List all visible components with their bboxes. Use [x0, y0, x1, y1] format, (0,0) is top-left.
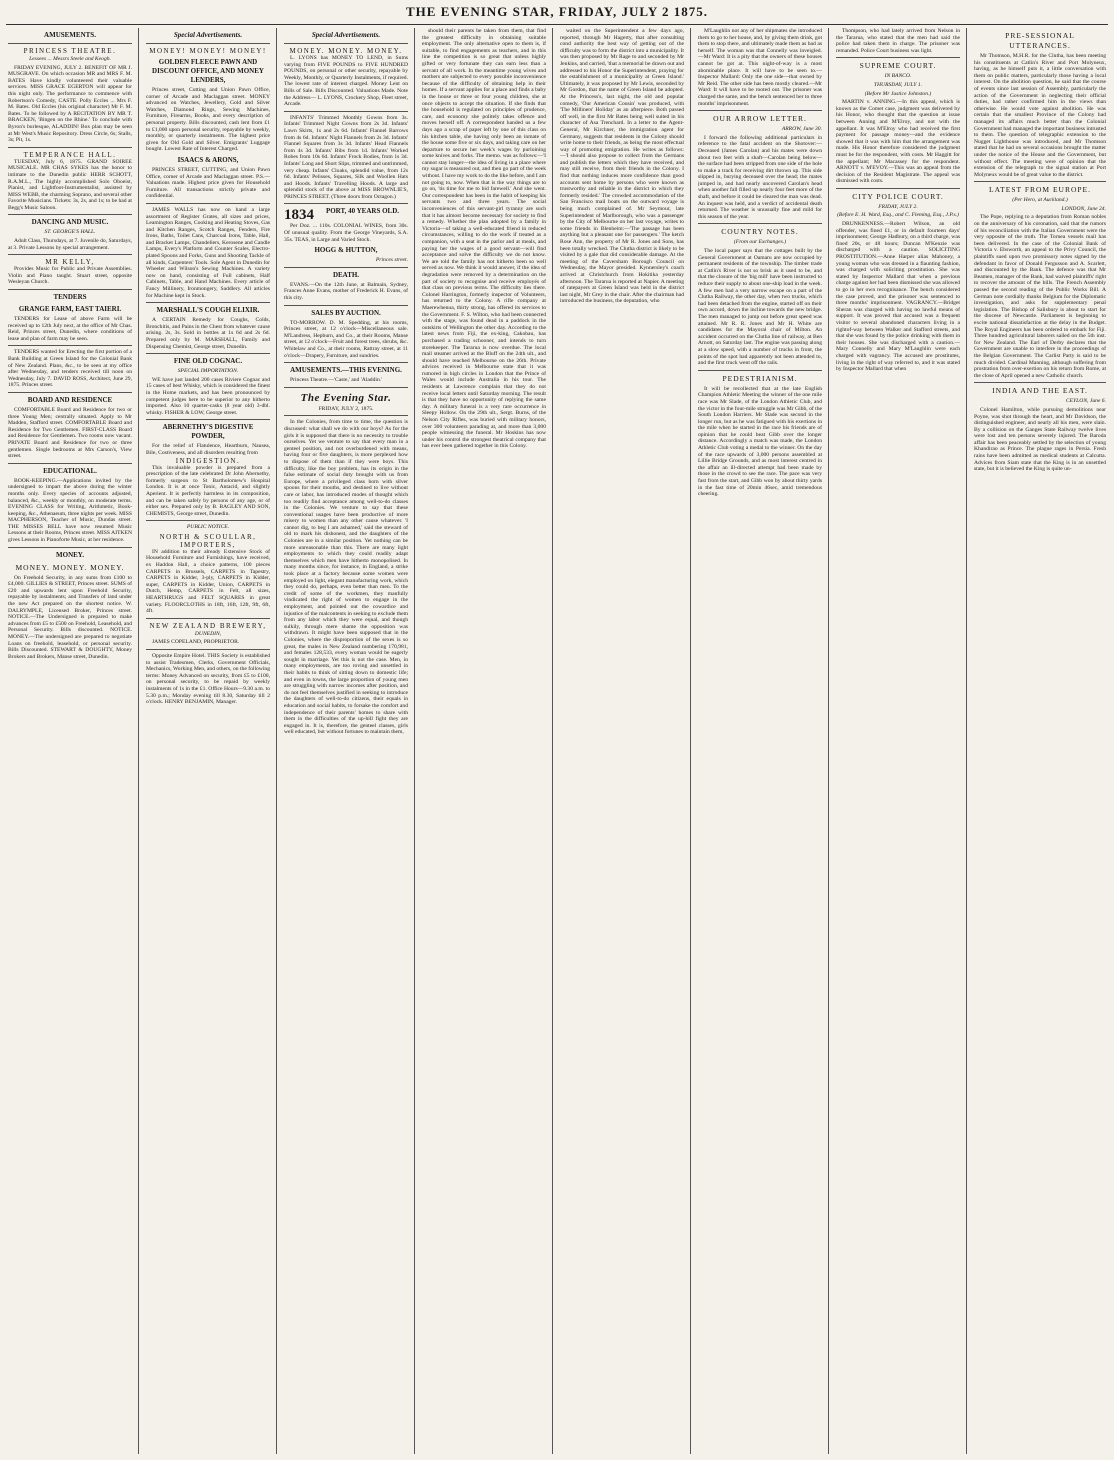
ad-title: ISAACS & ARONS,	[177, 155, 239, 164]
ad-title: HOGG & HUTTON,	[314, 246, 378, 255]
divider	[698, 370, 822, 371]
ad-body: Provides Music for Public and Private Assemblies. Violin and Piano taught. Stuart street, opposite Wesleyan Church.	[8, 266, 132, 286]
ad-body: For the relief of Flatulence, Heartburn, Nausea, Bile, Costiveness, and all disorders resulting from	[146, 443, 270, 456]
column-divider	[966, 28, 967, 1454]
europe-dateline: LONDON, June 24.	[1061, 205, 1106, 212]
ad-infants: INFANTS' Trimmed Monthly Gowns from 3s. Infants' Trimmed Night Gowns from 2s 3d. Infants' Lawn Skirts, 1s and 2s 6d. Infants' Flannel Barrows from 4s 6d. Infants' Night Flannels from 2s 3d. Infants' Flannel Squares from 3s 3d. Infants' Head Flannels from 4s 3d. Infants' Bibs from 1d. Infants' Worked Robes from 10s 6d. Infants' Frock Bodies, from 1s 3d. Infants' Long and Short Slips, trimmed and untrimmed, very cheap. Infants' Cloaks, splendid value, from 12s 6d. Infants' Pelisses, Squares, Silk and Woollen Hats and Hoods. Infants' Travelling Hoods. A large and splendid stock of the above at MISS BROWNLIE'S, PRINCES STREET. (Three doors from Octagon.)	[284, 114, 408, 200]
divider	[698, 223, 822, 224]
section-heading-amusements: AMUSEMENTS.—THIS EVENING.	[290, 366, 402, 375]
column-5	[560, 28, 684, 1454]
divider	[146, 43, 270, 44]
supreme-court-report: MARTIN v. ANNING.—In this appeal, which is known as the Comet case, judgment was delivered by his Honor, who thought that the question at issue between Anning and M'Elroy, and not with the appellant. It was M'Elroy who had received the first payment for passage money—and the evidence showed that it was with him that the arrangement was made. His Honor therefore considered the judgment must be for the respondent, with costs. Mr Haggitt for the appellant; Mr Macassey for the respondent. ARNOTT v. M'EVOY.—This was an appeal from the decision of the Resident Magistrate. The appeal was dismissed with costs.	[836, 99, 960, 185]
country-subtitle: (From our Exchanges.)	[733, 239, 787, 246]
divider	[836, 57, 960, 58]
amusements-list: Princess Theatre.—'Caste,' and 'Aladdin.'	[290, 377, 383, 384]
column-1	[8, 28, 132, 1454]
column-4	[422, 28, 546, 1454]
pedestrianism-text: It will be recollected that at the late English Champion Athletic Meeting the winner of the one mile race was Mr Slade, of the London Athletic Club, and the victor in the four-mile struggle was Mr Gibb, of the South London Harriers. Mr Slade was second in the longer run, but as he was fatigued with his exertions in the mile when he started in the race his friends are of opinion that he could beat Gibb over the longer distance. Accordingly a match was made, the London Athletic Club voting a medal to the winner. On the day of the race upwards of 3,000 persons assembled at Lillie Bridge Grounds, and as most interest centred in the affair an ill-directed attempt had been made by those in the crowd to see the race. The pace was very fast from the start, and Gibb won by about thirty yards in the fast time of 20min 46sec, amid tremendous cheering.	[698, 385, 822, 498]
section-heading-supreme-court: SUPREME COURT.	[859, 61, 937, 71]
column-divider	[690, 28, 691, 1454]
ad-educational: BOOK-KEEPING.—Applications invited by the undersigned to impart the above during the winter months only. Every species of accounts adjusted, balanced, &c., weekly or monthly, on moderate terms. EVENING CLASS for Writing, Arithmetic, Book-keeping, &c., Athenaeum, three nights per week. MISS MACPHERSON, Teacher of Music, Dundas street. THE MISSES BELL have now resumed Music Lessons at their Rooms, Princes street. MISS AITKEN gives Lessons in Pianoforte Music, at her residence.	[8, 477, 132, 544]
ad-subtitle: GOLDEN FLEECE PAWN AND DISCOUNT OFFICE, AND MONEY LENDERS,	[152, 58, 264, 84]
ad-subtitle: SPECIAL IMPORTATION.	[177, 368, 239, 375]
arrow-letter: I forward the following additional particulars in reference to the fatal accident on the Shotover:—Deceased (James Carolan) and his mates were down about two feet with a shaft—Carolan being below—the surface had been stripped from one side of the hole to make a track for receiving dirt thrown up. This side slipped in, burying deceased over the head; the mates jumped in, and had nearly uncovered Carolan's head when another fall filled up nearly four feet more of the shaft, and before it could be cleared the man was dead. An inquest was held, and a verdict of accidental death returned. The weather is unusually fine and mild for this season of the year.	[698, 134, 822, 220]
ad-title: DANCING AND MUSIC.	[31, 218, 109, 227]
ad-lyons	[284, 47, 408, 108]
section-heading-sales: SALES BY AUCTION.	[311, 308, 381, 317]
column-divider	[414, 28, 415, 1454]
ad-temperance-hall	[8, 151, 132, 212]
ad-body: TUESDAY, July 6, 1875. GRAND SOIREE MUSICALE. MR CHAS SYKES has the honor to intimate to the Dunedin public HERR SCHOTT, R.A.M.L., The highly accomplished Solo Oboeist, Pianist, and Lightfoot-Instrumentalist, assisted by MISS WEBB, the charming Soprano, and several other Favorite Musicians. Tickets: 3s, 2s, and 1s; to be had at Begg's Music Saloon.	[8, 158, 132, 211]
divider	[146, 618, 270, 619]
ad-title: PORT, 40 YEARS OLD.	[325, 207, 400, 216]
section-heading-city-police: CITY POLICE COURT.	[852, 191, 944, 201]
ad-title: NORTH & SCOULLAR, IMPORTERS,	[159, 532, 257, 549]
ad-body: WE have just landed 200 cases Riviere Cognac and 15 cases of best Whisky, which is considered the finest in the Home markets, and has been pronounced by competent judges here to be superior to any hitherto imported. Also 10 quarter-casks (8 year old) 3-dbl. whisky. FISHER & LOW, George street.	[146, 376, 270, 416]
masthead: THE EVENING STAR, FRIDAY, JULY 2 1875.	[405, 4, 709, 19]
ad-subtitle: DUNEDIN,	[194, 630, 222, 637]
ad-cognac	[146, 357, 270, 416]
ad-dancing	[8, 218, 132, 251]
column-6	[698, 28, 822, 1454]
article-text: waited on the Superintendent a few days ago, reported, through Mr Hagerty, that after consulting cond authority the best way of getting out of the difficulty was to form the district into a municipality. It was then proposed by Mr Rage to and seconded by Mr Jenkins, and carried, 'that a memorial be drawn out and addressed to his Honor the Superintendent, praying for the establishment of a municipality at Green Island.' Ultimately, it was proposed by Mr Lewis, seconded by Mr Gordon, that the name of Green Island be adopted. At the Princess's, last night, the old and popular comedy, 'Our American Cousin' was produced, with 'The Milliners' Holiday' as an afterpiece. Both passed off well, in the first Mr Bates being well suited in his character of Asa Trenchard. In a letter to the Agent-General, Mr Kirchner, the immigration agent for Germany, suggests that residents in the Colony should write home to their friends, as being the most effectual way of promoting emigration. He writes as follows:—'I should also propose to collect from the Germans and publish the letters which they have received, and may still receive, from their friends in the Colony. I find that nothing induces more confidence than good accounts sent home by persons who were known as trustworthy and reliable in the district in which they formerly resided.' The crowded accommodation of the San Francisco mail boats on the outward voyage is being much complained of. Mr Seymour, late Superintendent of Marlborough, who was a passenger by the City of Melbourne on her last voyage, writes to some friends in Blenheim:—'The passage has been anything but a pleasant one for passengers.' The ketch Rose Ann, the property of Mr R. Jones and Sons, has been totally wrecked. The Clutha district is likely to be visited by a gale that did considerable damage. At the meeting of the Caversham Borough Council on Wednesday, the Mayor presided. Kynnersley's coach arrived at Christchurch from Hokitika yesterday afternoon. The Tararua is reported at Napier. A meeting of ratepayers at Green Island was held in the district last night, Mr Grey in the chair. After the chairman had introduced the business, the deputation, who	[560, 28, 684, 305]
divider	[146, 419, 270, 420]
section-heading-educational: EDUCATIONAL.	[43, 466, 97, 475]
europe-subtitle: (Per Hero, at Auckland.)	[1012, 197, 1068, 204]
ad-body: L. LYONS has MONEY TO LEND, in Sums varying from FIVE POUNDS to FIVE HUNDRED POUNDS, on personal or other security, repayable by Weekly, Monthly, or Quarterly Instalments, if required. The lowest rate of interest charged. Money Lent on Bills of Sale. Bills Discounted. Valuations Made. Note the Address— L. LYONS, Crockery Shop, Fleet street, Arcade.	[284, 55, 408, 108]
divider	[8, 147, 132, 148]
ad-body: FRIDAY EVENING, JULY 2. BENEFIT OF MR J. MUSGRAVE. On which occasion MR and MRS F. M. BATES Have kindly volunteered their valuable services. MISS GRACE EGERTON will appear for this night only. The performance to commence with Robertson's Comedy, CASTE. Polly Eccles ... Mrs F. M. Bates. Old Eccles (his original character) Mr F. M. Bates. To be followed by A RECITATION BY MR T. BRACKEN, 'Bingen on the Rhine.' To conclude with Byron's burlesque, ALADDIN! Box plan may be seen at Mr West's Music Repository. Dress Circle, 6s; Stalls, 3s; Pit, 1s.	[8, 64, 132, 144]
divider	[146, 203, 270, 204]
section-heading-tenders: TENDERS	[53, 293, 87, 302]
divider	[284, 387, 408, 388]
section-heading-board: BOARD AND RESIDENCE	[27, 395, 113, 404]
ad-body: JAMES COPELAND, PROPRIETOR.	[152, 639, 240, 646]
police-court-report: DRUNKENNESS.—Robert Wilson, an old offender, was fined £1, or in default fourteen days' imprisonment; George Hadbury, on a third charge, was fined 20s, or 48 hours; Duncan M'Kenzie was discharged with a caution. SOLICITING PROSTITUTION.—Anne Harper alias Mahoney, a young woman who was dressed in a flaunting fashion, was charged with soliciting prostitution. She was stated by Inspector Mallard that when a previous charge against her had been dismissed she was allowed to go in her own recognisance. The bench considered the case proved, and the prisoner was sentenced to three months' imprisonment. VAGRANCY.—Bridget Sheran was charged with having no lawful means of support. It was proved that accused was a frequent visitor to several abandoned characters living in a rightof-way between Walker and Stafford streets, and that she was found by the police drinking with them in their houses. She was discharged with a caution.—Mary Connelly and Mary M'Laughlin were each charged with vagrancy. The accused are prostitutes, living in the right of way referred to, and it was stated by Inspector Mallard that when	[836, 221, 960, 373]
divider	[146, 649, 270, 650]
newspaper-title: The Evening Star.	[300, 391, 392, 404]
leading-article: In the Colonies, from time to time, the question is discussed: what shall we do with our boys? As for the girls it is supposed that there is no necessity to trouble ourselves. Yet we venture to say that every man in a genteel position, and not overburdened with means, having four or five daughters, is more perplexed how to dispose of them than if they were boys. This difficulty, like the boy problem, has its origin in the false estimate of social duty brought with us from Europe, where a privileged class born with silver spoons for their mouths, and destined to live without care or labor, has introduced modes of thought which too readily find acceptance among well-to-do classes in the Colonies. We venture to say that these conventional usages have been productive of more misery to women than any other cause whatever. 'I cannot dig, to beg I am ashamed,' said the steward of old to mark his dishonest, and the daughters of the Colonies are in a similar position. Yet nothing can be more unreasonable than this. There are many light employments to which they could readily adapt themselves which men have hitherto monopolised. In many months since, for instance, in England, a strike took place at a factory because some women were employed on light, elegant manufacturing work, which they could do, perhaps, even better than men. To the credit of some of the workmen, they manfully vindicated the right of women to engage in the employment, and pointed out the cowardice and injustice of the malcontents in seeking to exclude them from any labor which they were equal, and though sulkily, through mere shame the opposition was withdrawn. It might have been supposed that in the Colonies, where the disproportion of the sexes is so great, the males in New Zealand numbering 170,981, and females 128,533, every woman would be eagerly sought in marriage. Yet this is not the case. Men, in many employments, are too roving and unsettled in their habits to think of sitting down to domestic life; and even in towns, the large proportion of young men are struggling with narrow incomes after position, and do not feel themselves justified in seeking to introduce the daughters of well-to-do citizens, their equals in education and social habits, to forsake the comfort and independence of their parents' homes to share with them in the difficulties of the up-hill fight they are engaged in. It is, therefore, the genteel classes, girls well educated, but without fortunes to maintain them,	[284, 419, 408, 736]
ad-society: Opposite Empire Hotel. THIS Society is established to assist Tradesmen, Clerks, Government Officials, Mechanics, Working Men, and others, on the following terms: Money Advanced on security, from £5 to £100, on personal security, to be repaid by weekly instalments of 1s in the £1. Office Hours—9.30 a.m. to 5.30 p.m.; Monday evening till 8.30, Saturday till 2 o'clock. HENRY BENJAMIN, Manager.	[146, 653, 270, 706]
ad-james-walls: JAMES WALLS has now on hand a large assortment of Register Grates, all sizes and prices, Leamington Ranges, Cooking and Heating Stoves, Gas and Kitchen Ranges, Scotch Ranges, Fenders, Fire Irons, Baths, Toilet Cans, Charcoal Irons, Table, Hall, and Bracket Lamps, Chandeliers, Kerosene and Candle Lamps, Every's Platform and Counter Scales, Electro-plated Spoons and Forks, Guns and Shooting Tackle of all kinds, Carpenters' Tools. Sole Agent in Dunedin for Wheeler and Wilson's Sewing Machines. A variety now on hand, consisting of Full cabinets, Half Cabinets, Table, and Hand Machines. Every article of Fancy Millinery, Ironmongery, Saddlery. All articles for Machine kept in Stock.	[146, 206, 270, 299]
divider	[836, 188, 960, 189]
ad-subtitle: PUBLIC NOTICE.	[186, 524, 230, 531]
ad-north-scoullar	[146, 524, 270, 615]
newspaper-dateline: FRIDAY, JULY 2, 1875.	[318, 405, 374, 412]
ad-title: NEW ZEALAND BREWERY,	[149, 621, 267, 630]
divider	[284, 362, 408, 363]
section-heading-amusements: AMUSEMENTS.	[44, 31, 96, 39]
ad-grange-farm	[8, 305, 132, 342]
ad-title: ABERNETHY'S DIGESTIVE POWDER,	[162, 423, 254, 441]
divider	[8, 345, 132, 346]
section-heading-country: COUNTRY NOTES.	[721, 227, 799, 237]
ad-body: Princes street, Cutting and Union Pawn Office, corner of Arcade and Maclaggan street. MONEY advanced on Watches, Jewellery, Gold and Silver Watches, Diamond Rings, Sewing Machines, Furniture, Firearms, Books, and every description of personal property. Bills discounted, cash lent from £1 to £1,000 upon personal security, repayable by weekly, monthly, or quarterly instalments. The highest price given for Old Gold and Silver. Emigrants' Luggage bought. Lowest Rate of Interest Charged.	[146, 87, 270, 153]
divider	[8, 392, 132, 393]
ad-abernethy	[146, 423, 270, 517]
ad-title: MR KELLY,	[45, 258, 95, 267]
section-heading-pedestrianism: PEDESTRIANISM.	[722, 373, 798, 383]
ad-kelly	[8, 258, 132, 286]
ad-golden-fleece	[146, 47, 270, 200]
court-date: FRIDAY, JULY 2.	[878, 203, 918, 210]
divider	[284, 111, 408, 112]
ad-board-residence: COMFORTABLE Board and Residence for two or three Young Men; centrally situated. Apply to Mr Madden, Stafford street. COMFORTABLE Board and Residence for Two Gentlemen. FIRST-CLASS Board and Residence for Gentlemen. Two rooms now vacant. PRIVATE Board and Residence for two or three gentlemen. Single bedrooms at Mrs Carson's, View street.	[8, 406, 132, 460]
divider	[974, 181, 1106, 182]
ad-body: Adult Class, Thursdays, at 7. Juvenile do, Saturdays, at 3. Private Lessons by special arrangement.	[8, 238, 132, 251]
ad-subtitle: Princes street.	[375, 257, 408, 264]
ad-title: MONEY. MONEY. MONEY.	[289, 47, 403, 55]
sessional-text: Mr Thomson, M.H.R. for the Clutha, has been meeting his constituents at Catlin's River and Port Molyneux, having, as he himself puts it, a little conversation with them on public matters, particularly those having a local interest. On the abolition question, he said that the course of events since last session of Assembly, particularly the action of the Government in neglecting their official duties, had rather confirmed him in the views than otherwise. He would vote against abolition. He was certain that the smallest Province of the Colony had managed its affairs much better than the Colonial Government had managed the important business intrusted to them. The question of telegraphic extension to the Nugget Lighthouse was introduced, and Mr Thomson stated that he had on several occasions brought the matter under the notice of the House and the Government, but without effect. The meeting were of opinion that the extension of the telegraph to the signal station at Port Molyneux would be of great value to the district.	[974, 53, 1106, 178]
ad-title: PRINCESS THEATRE.	[23, 47, 117, 55]
section-heading-europe: LATEST FROM EUROPE.	[989, 185, 1091, 195]
divider	[284, 203, 408, 204]
divider	[284, 267, 408, 268]
arrow-dateline: ARROW, June 30.	[781, 126, 822, 133]
column-divider	[138, 28, 139, 1454]
divider	[146, 353, 270, 354]
section-heading-arrow: OUR ARROW LETTER.	[713, 114, 807, 124]
article-text: should their parents be taken from them, that find the greatest difficulty in obtaining suitable employment. The only alternative open to them is, if suitable, to find engagements as teachers, and in this line the competition is so great that unless highly gifted or very fortunate they can earn less than a servant of all work. In the meantime young wives and mothers are subjected to every possible inconvenience because of the difficulty of obtaining help in their homes. If a servant applies for a place and finds a baby in the house or three or four young children, she at once objects to accept the situation. If she finds that the household is regulated on principles of prudence, care, and economy she politely takes offence and moves herself off. A correspondent handed us a few days ago a scrap of paper left by one of this class on his kitchen table, she having only been an inmate of the house some five or six days, and taking care on her departure to secure her week's wages by purloining some knives and forks. The memo. was as follows:—'I cannot stay longer—the idea of living in a place where my sugar is measured out, and then go part of the week without. I have my work to do the like before, and I am not going to, now. When that is the way things are to go on, 'tis time for me to bid farewell.' And she went. Our correspondent has been in the habit of keeping his servants two and three years. The social inconveniences of this servant-girl tyranny are such that it has almost become necessary for society to find a remedy. Whether the plan adopted by a family in Victoria—of taking a well-educated friend in reduced circumstances, willing to do the work if treated as a companion, with a seat in the parlor and at meals, and paying her the wages of a good servant—will find acceptance and solve the difficulty we do not know. We are told the family has not hitherto been so well served as now. We think it would answer, if the idea of degradation were removed by a determination on the part of society to recognise and receive employés of that class on previous terms. The difficulty lies there. Colonel Harrington, formerly inspector of Volunteers, has returned to the Colony. A rifle company at Maerewhenua, thirty strong, has offered its services to the Government. F. S. Wilton, who had been connected with the stage, was found dead in a paddock in the outskirts of Wellington the other day. According to the latest news from Fiji, the ex-king, Cakobau, has purchased a trading schooner, and intends to turn storekeeper. The Tararua is now overdue. The local mail steamer arrived at the Bluff on the 24th ult., and should have reached Melbourne on the 26th. Private advices received in Melbourne state that it was rumored in high circles in London that the Prince of Wales would include Australia in his tour. The residents at Lawrence complain that they do not receive local letters until Saturday morning. The result is that they have no opportunity of replying the same day. A military funeral is a very rare occurrence in Sleepy Hollow. On the 29th ult., Sergt. Burns, of the Nelson City Rifles, was buried with military honors, over 300 volunteers parading at, and more than 3,000 people witnessing the funeral. Mr Hoskins has now under his control the strongest theatrical company that has ever been gathered together in this Colony.	[422, 28, 546, 450]
section-heading-sessional: PRE-SESSIONAL UTTERANCES.	[1005, 31, 1075, 50]
ad-subtitle: ST. GEORGE'S HALL.	[44, 229, 96, 236]
ad-money: On Freehold Security, in any sums from £100 to £4,000. GILLIES & STREET, Princes street. SUMS of £20 and upwards lent upon Freehold Security, repayable by instalments; and Transfers of land under the new Act prepared on the shortest notice. W. DALRYMPLE, Licensed Broker, Princes street. NOTICE.—The Undersigned is prepared to make advances from £5 to £500 on Freehold, Leasehold, and Personal Security. Bills discounted. NOTICE. MONEY.—The undersigned are prepared to negotiate Loans on freehold, leasehold, or personal security. Bills Discounted. STEWART & DOUGHTY, Money Brokers and Brokers, Manse street, Dunedin.	[8, 574, 132, 660]
ad-body: This invaluable powder is prepared from a prescription of the late celebrated Dr John Abernethy, formerly surgeon to St Bartholomew's Hospital London. It is at once Tonic, Antacid, and slightly Aperient. It is perfectly harmless in its composition, and can be taken safely by persons of any age, or of either sex. Prepared only by B. BAGLEY AND SON, CHEMISTS, George street, Dunedin.	[146, 464, 270, 517]
court-subtitle: IN BANCO.	[884, 73, 912, 80]
ad-title: MARSHALL'S COUGH ELIXIR.	[156, 306, 260, 315]
death-notice: EVANS.—On the 12th June, at Balmain, Sydney, Frances Anne Evans, mother of Frederick H. Evans, of this city.	[284, 281, 408, 302]
column-divider	[828, 28, 829, 1454]
ad-title: GRANGE FARM, EAST TAIERI.	[18, 305, 122, 314]
divider	[284, 415, 408, 416]
india-news: Colonel Hamilton, while pursuing demolitions near Poyne, was shot through the heart, and Mr Davidson, the distinguished engineer, and nearly all his men, were slain. By a collision on the Ganges State Railway twelve lives were lost and ten persons severely injured. The Baroda affair has been peaceably settled by the selection of young Khandirao as Prince. The plague rages in Persia. Fresh rains have been admitted as medical students at Calcutta. Advices from Siam state that the King is in an unsettled state, but it is believed the King is quite un-	[974, 406, 1106, 473]
divider	[284, 43, 408, 44]
sales-list: TO-MORROW. D. M. Spedding, at his rooms, Princes street, at 12 o'clock—Miscellaneous sale. M'Landress, Hepburn, and Co., at their Rooms, Manse street, at 12 o'clock—Fruit and forest trees, shrubs, &c. Whitelaw and Co., at their rooms, Rattray street, at 11 o'clock—Drapery, Furniture, and sundries.	[284, 319, 408, 359]
divider	[146, 302, 270, 303]
column-divider	[276, 28, 277, 1454]
ad-body: IN addition to their already Extensive Stock of Household Furniture and Furnishings, have received, ex Haddon Hall, a choice patterns, 100 pieces CARPETS in Brussels, CARPETS in Tapestry, CARPETS in Kidder, 3-ply, CARPETS in Kidder, super, CARPETS in Kidder, Union, CARPETS in Dutch, Hemp, CARPETS in Felt, all sizes, HEARTHRUGS and FELT SQUARES in great variety. FLOORCLOTHS in 18ft, 16ft, 12ft, 9ft, 6ft, 4ft.	[146, 548, 270, 615]
ad-princess-theatre	[8, 47, 132, 144]
ad-subtitle: Lessees ... Messrs Steele and Keogh.	[29, 56, 111, 62]
ad-marshall	[146, 306, 270, 350]
divider	[698, 110, 822, 111]
ad-body: PRINCES STREET, CUTTING, and Union Pawn Office, corner of Arcade and Maclaggan street. P.S.—Valuations made. Highest price given for Household Furniture. All transactions strictly private and confidential.	[146, 166, 270, 200]
divider	[8, 289, 132, 290]
section-heading-death: DEATH.	[332, 270, 360, 279]
ad-nz-brewery	[146, 622, 270, 646]
section-heading-money: MONEY.	[56, 550, 84, 559]
section-heading-special: Special Advertisements.	[173, 31, 243, 39]
column-3	[284, 28, 408, 1454]
ad-body: Per Doz. ... 110s. COLONIAL WINES, from 30s. Of unusual quality. From the George Vineyards, S.A. 35s. TEAS, in Large and Varied Stock.	[284, 223, 408, 243]
europe-news: The Pope, replying to a deputation from Roman nobles on the anniversary of his coronation, said that the rumors of his reconciliation with the Italian Government were the very opposite of the truth. The Tornea vessels mail has been delivered. In the case of the Colonial Bank of Victoria v. Ebsworth, an appeal to the Privy Council, the plaintiffs sued upon two promissory notes signed by the defendant in favor of Donald Fergusson and A. Scarlett, and discounted by the Bank. The defence was that Mr Beamen, manager of the Bank, had waived plaintiffs' right to recover the amount of the bills. The French Assembly passed the second reading of the Public Works Bill. A German note cordially thanks Belgium for the Diplomatic investigation, and asks for supplementary penal legislation. The Bishop of Salisbury is about to start for the diocese of Newcastle. Parliament is beginning to excite national dissatisfaction at the delay in the Budget. The Royal Engineers has been ordered to embark for Fiji. Three hundred agricultural laborers sailed on the 5th inst. for New Zealand. The Earl of Derby declares that the Government are unable to interfere in the proceedings of the Belgian Government. The Carlist Party is said to be much divided. Cardinal Manning, although suffering from prostration from over-exertion on his return from Rome, at the close of April opened a new Catholic church.	[974, 214, 1106, 379]
masthead-rule	[6, 24, 1108, 25]
divider	[8, 214, 132, 215]
ad-body: A CERTAIN Remedy for Coughs, Colds, Bronchitis, and Pains in the Chest from whatever cause arising. 2s, 3s. Sold in bottles at 1s 6d and 2s 6d. Prepared only by M. MARSHALL, Family and Dispensing Chemist, George street, Dunedin.	[146, 317, 270, 350]
column-2	[146, 28, 270, 1454]
court-date: THURSDAY, JULY 1.	[873, 81, 923, 88]
divider	[146, 520, 270, 521]
divider	[8, 463, 132, 464]
column-7	[836, 28, 960, 1454]
divider	[8, 547, 132, 548]
ad-bank-tender: TENDERS wanted for Erecting the first portion of a Bank Building at Green Island for the Colonial Bank of New Zealand. Plans, &c., to be seen at my office after Wednesday, and tenders received till noon on Wednesday, July 7. DAVID ROSS, Architect, June 29, 1875. Princes street.	[8, 349, 132, 389]
ad-port	[284, 207, 408, 263]
court-bench: (Before Mr Justice Johnston.)	[864, 90, 932, 97]
ad-title: TEMPERANCE HALL.	[23, 150, 117, 159]
column-8	[974, 28, 1106, 1454]
country-notes: The local paper says that the cottages built by the General Government at Oamaru are now occupied by permanent residents of the township. The timber trade at Catlin's River is not so brisk as it used to be, and that the closure of the 'big mill' have been instructed to reduce their supply to about one-ship load in the week. A few men had a very narrow escape on a part of the Clutha Railway, the other day, when two trucks, which had been detached from the engine, started off on their own accord, down the incline towards the new bridge. The men managed to jump out before great speed was attained. Mr R. R. Jones and Mr H. White are candidates for the Mayoral chair of Milton. An accident occurred on the Clutha line of railway, at Ben Arnott, on Saturday last. The engine was passing along at a slow speed, with a number of trucks in front, the points of the spot had apparently not been attended to, and the first truck went off the rails.	[698, 248, 822, 367]
divider	[974, 382, 1106, 383]
section-heading-special: Special Advertisements.	[311, 31, 381, 39]
divider	[8, 254, 132, 255]
ad-body: TENDERS for Lease of above Farm will be received up to 12th July next, at the office of Mr Chas. Reid, Princes street, Dunedin, where conditions of lease and plan of farm may be seen.	[8, 316, 132, 342]
divider	[8, 43, 132, 44]
article-text: Thompson, who had lately arrived from Nelson in the Tararua, who stated that the men had said the police had taken them in charge. The prisoner was remanded. Police Court business was light.	[836, 28, 960, 54]
ad-title: FINE OLD COGNAC.	[173, 357, 243, 366]
ad-title: MONEY. MONEY. MONEY.	[15, 562, 125, 572]
column-divider	[552, 28, 553, 1454]
india-dateline: CEYLON, June 6.	[1065, 398, 1106, 405]
ad-title: INDIGESTION.	[175, 456, 241, 465]
port-year: 1834	[284, 207, 314, 224]
court-bench: (Before E. H. Ward, Esq., and C. Fleming, Esq., J.P.s.)	[837, 212, 959, 219]
ad-title: MONEY! MONEY! MONEY!	[149, 47, 267, 55]
article-text: M'Laughlin not any of her shipmates she introduced them to go to her house, and, by giving them drink, got them to stop there, and ultimately made them as bad as herself. The woman was that Connelly was inveigled.—Mr Ward: It is a pity that the owners of these houses cannot be got at. This night-of-way is a most abominable place. It will have to be seen to.—Inspector Mallard: Only the one side—that owned by Mr Reid. The other side has been mostly cleared.—Mr Ward: It will have to be rooted out. The prisoner was charged the same, and the bench sentenced her to three months' imprisonment.	[698, 28, 822, 107]
divider	[284, 305, 408, 306]
section-heading-india: INDIA AND THE EAST.	[992, 386, 1088, 396]
